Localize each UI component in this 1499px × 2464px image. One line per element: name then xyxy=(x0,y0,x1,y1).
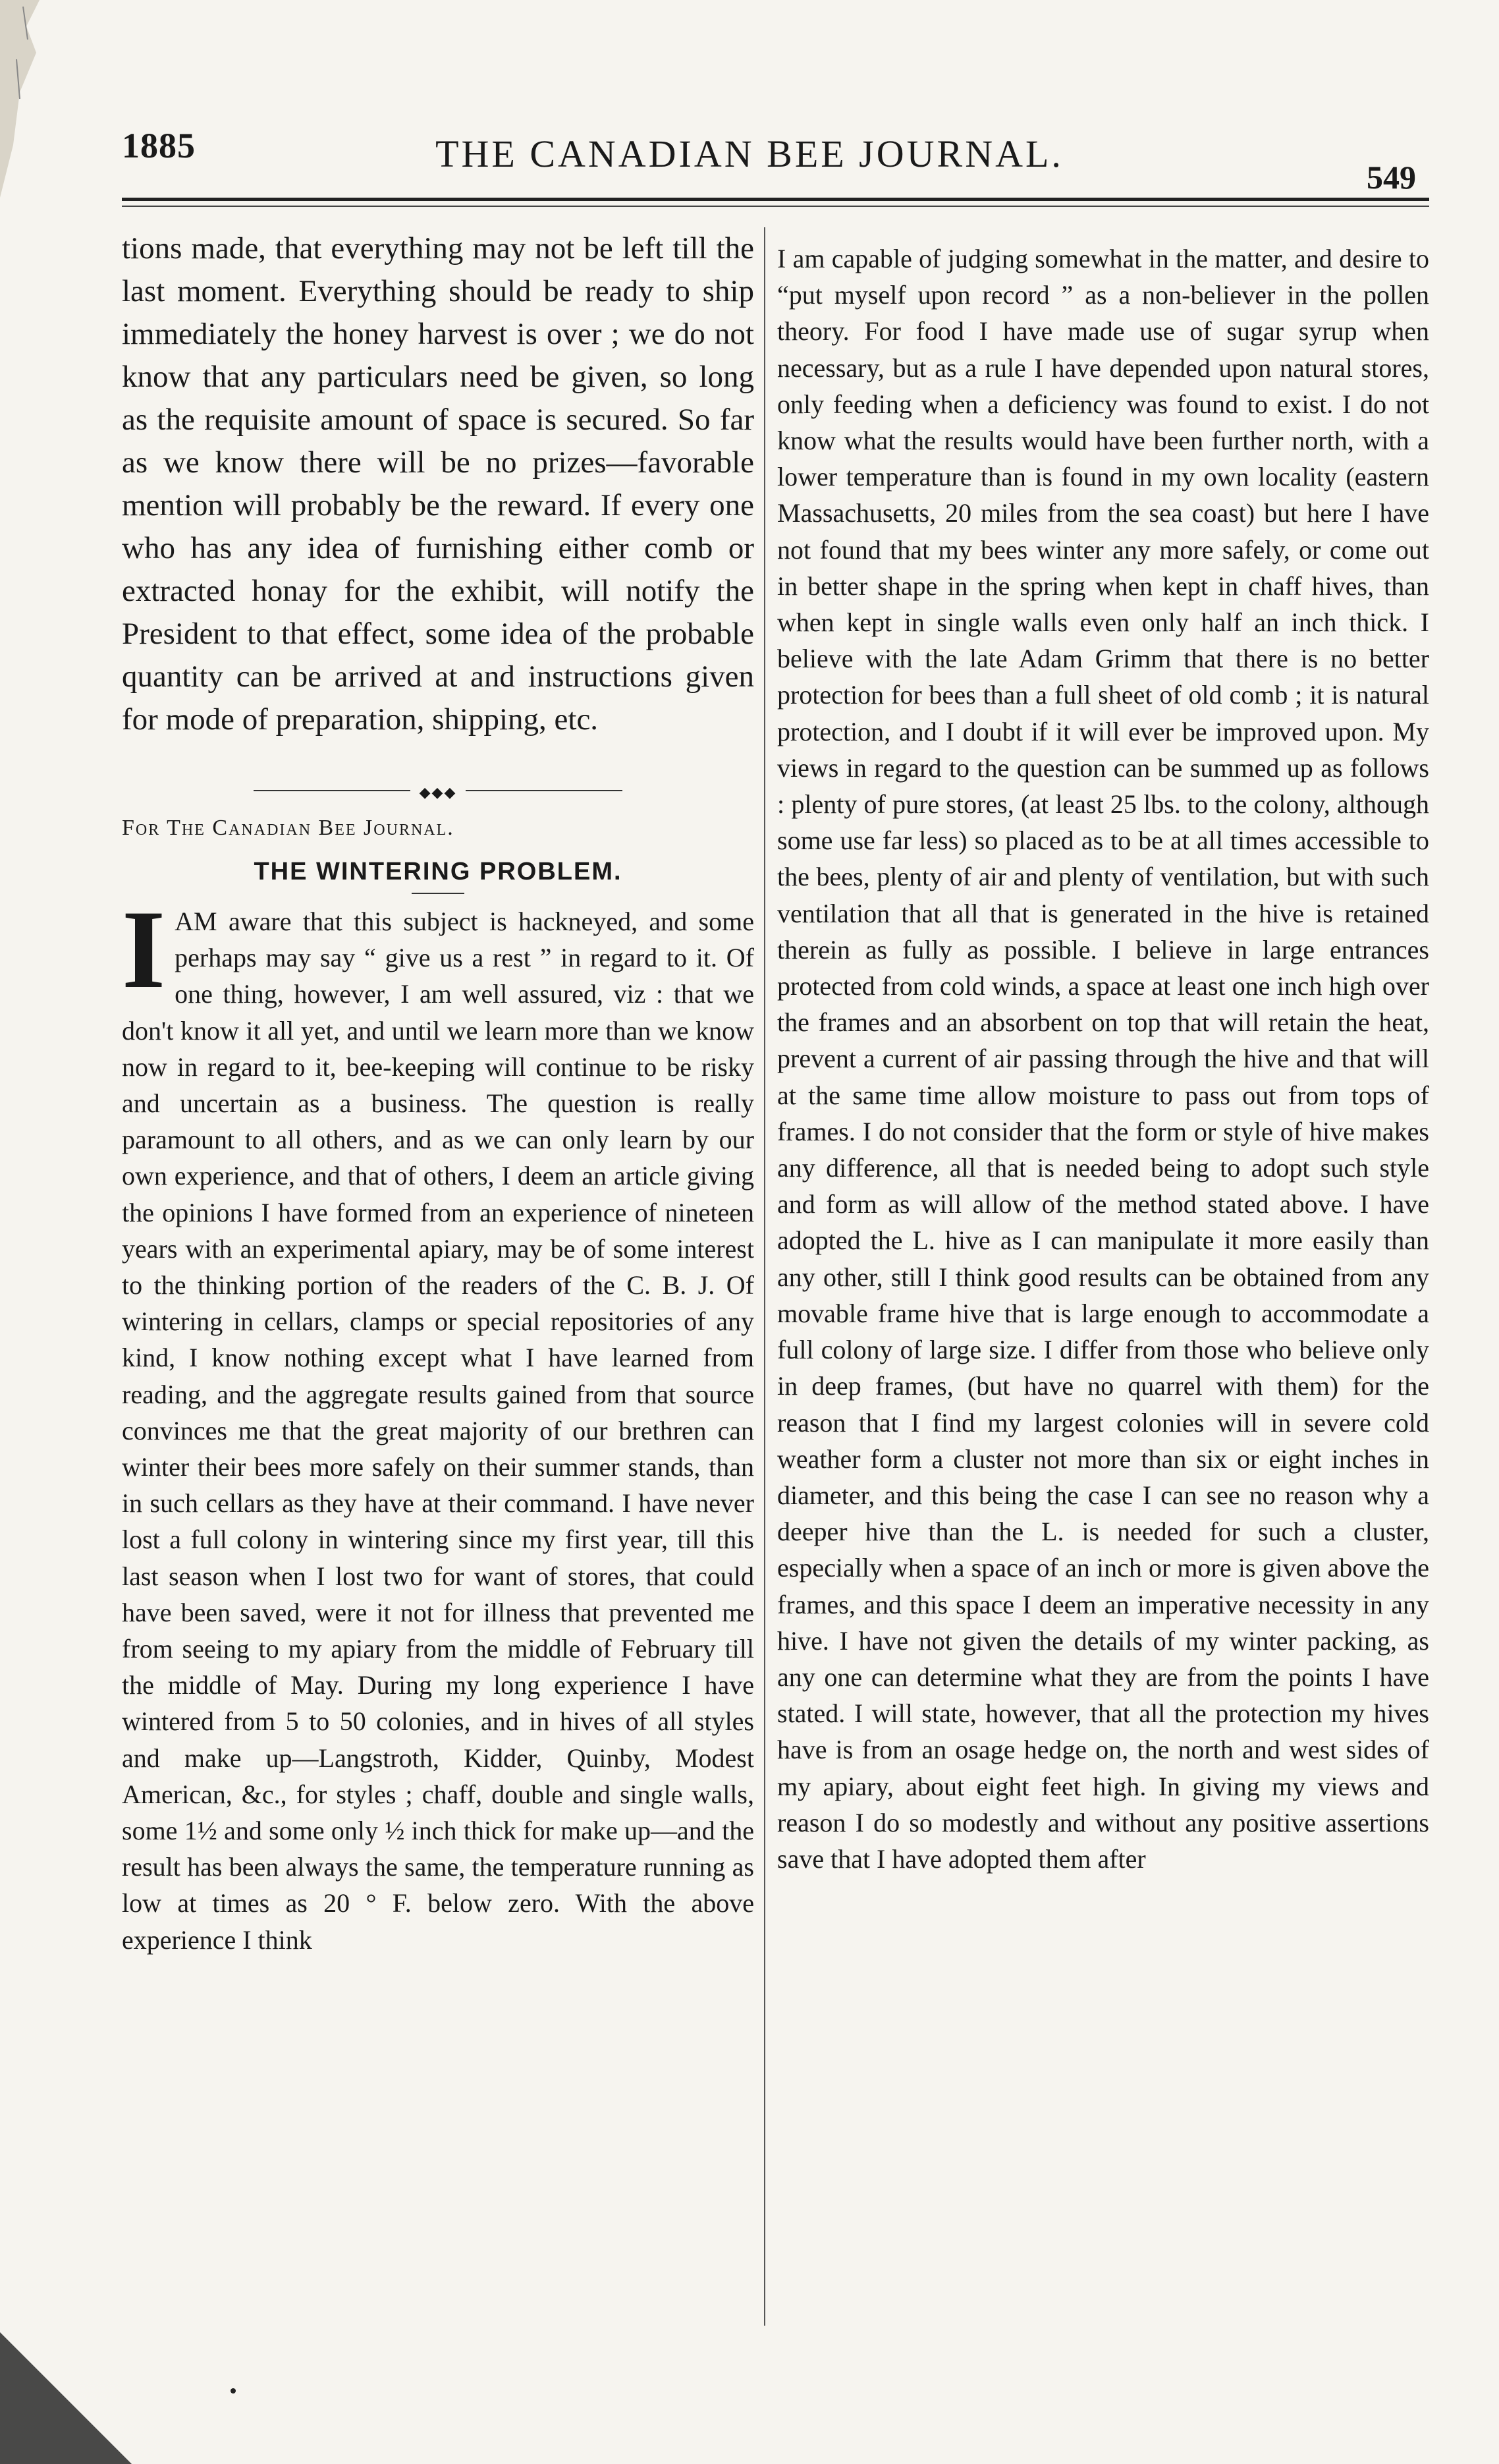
right-column xyxy=(777,240,1429,2322)
header-year: 1885 xyxy=(122,126,196,165)
page-number: 549 xyxy=(1367,159,1416,196)
title-rule xyxy=(412,893,464,894)
header-rule-thin xyxy=(122,206,1429,207)
divider-ornament-icon: ◆◆◆ xyxy=(410,784,466,800)
page-corner-shadow xyxy=(0,2293,171,2464)
article-title: THE WINTERING PROBLEM. xyxy=(254,858,622,885)
column-divider xyxy=(764,227,765,2326)
article-body xyxy=(122,887,754,1958)
intro-paragraph: tions made, that everything may not be left till the last moment. Everything should be ready to ship immediately the honey harvest is over ; we do not know that any particulars need be given, so long as the requisite amount of space is secured. So far as we know there will be no prizes—favorable mention will probably be the reward. If every one who has any idea of furnishing either comb or extracted honay for the exhibit, will notify the President to that effect, some idea of the probable quantity can be arrived at and instructions given for mode of preparation, shipping, etc. xyxy=(122,231,754,737)
section-divider xyxy=(254,784,622,800)
right-column-text: I am capable of judging somewhat in the matter, and desire to “put myself upon record ” as a non-believer in the pollen theory. For food I have made use of sugar syrup when necessary, but as a rule I have depended upon natural stores, only feeding when a deficiency was found to exist. I do not know what the results would have been further north, with a lower temperature than is found in my own locality (eastern Massachusetts, 20 miles from the sea coast) but here I have not found that my bees winter any more safely, or come out in better shape in the spring when kept in chaff hives, than when kept in single walls even only half an inch thick. I believe with the late Adam Grimm that there is no better protection for bees than a full sheet of old comb ; it is natural protection, and I doubt if it will ever be improved upon. My views in regard to the question can be summed up as follows : plenty of pure stores, (at least 25 lbs. to the colony, although some use far less) so placed as to be at all times accessible to the bees, plenty of air and plenty of ventilation, but with such ventilation that all that is generated in the hive is retained therein as fully as possible. I believe in large entrances protected from cold winds, a space at least one inch high over the frames and an absorbent on top that will retain the heat, prevent a current of air passing through the hive and that will at the same time allow moisture to pass out from tops of frames. I do not consider that the form or style of hive makes any difference, all that is needed being to adopt such style and form as will allow of the method stated above. I have adopted the L. hive as I can manipulate it more easily than any other, still I think good results can be obtained from any movable frame hive that is large enough to accommodate a full colony of large size. I differ from those who believe only in deep frames, (but have no quarrel with them) for the reason that I find my largest colonies will in severe cold weather form a cluster not more than six or eight inches in diameter, and this being the case I can see no reason why a deeper hive than the L. is needed for such a cluster, especially when a space of an inch or more is given above the frames, and this space I deem an imperative necessity in any hive. I have not given the details of my winter packing, as any one can determine what they are from the points I have stated. I will state, however, that all the protection my hives have is from an osage hedge on, the north and west sides of my apiary, about eight feet high. In giving my views and reason I do so modestly and without any positive assertions save that I have adopted them after xyxy=(777,244,1429,1874)
ink-dot xyxy=(231,2388,236,2394)
journal-title: THE CANADIAN BEE JOURNAL. xyxy=(435,132,1064,175)
header-rule xyxy=(122,198,1429,201)
left-column xyxy=(122,227,754,2322)
drop-cap: I xyxy=(122,887,166,1011)
article-byline: For The Canadian Bee Journal. xyxy=(122,816,454,840)
article-text: AM aware that this subject is hackneyed, and some perhaps may say “ give us a rest ” in regard to it. Of one thing, however, I am well assured, viz : that we don't know it all yet, and until we learn more than we know now in regard to it, bee-keeping will continue to be risky and uncertain as a business. The question is really paramount to all others, and as we can only learn by our own experience, and that of others, I deem an article giving the opinions I have formed from an experience of nineteen years with an experimental apiary, may be of some interest to the thinking portion of the readers of the C. B. J. Of wintering in cellars, clamps or special repositories of any kind, I know nothing except what I have learned from reading, and the aggregate results gained from that source convinces me that the great majority of our brethren can winter their bees more safely on their summer stands, than in such cellars as they have at their command. I have never lost a full colony in wintering since my first year, till this last season when I lost two for want of stores, that could have been saved, were it not for illness that prevented me from seeing to my apiary from the middle of February till the middle of May. During my long experience I have wintered from 5 to 50 colonies, and in hives of all styles and make up—Langstroth, Kidder, Quinby, Modest American, &c., for styles ; chaff, double and single walls, some 1½ and some only ½ inch thick for make up—and the result has been always the same, the temperature running as low at times as 20 ° F. below zero. With the above experience I think xyxy=(122,907,754,1955)
